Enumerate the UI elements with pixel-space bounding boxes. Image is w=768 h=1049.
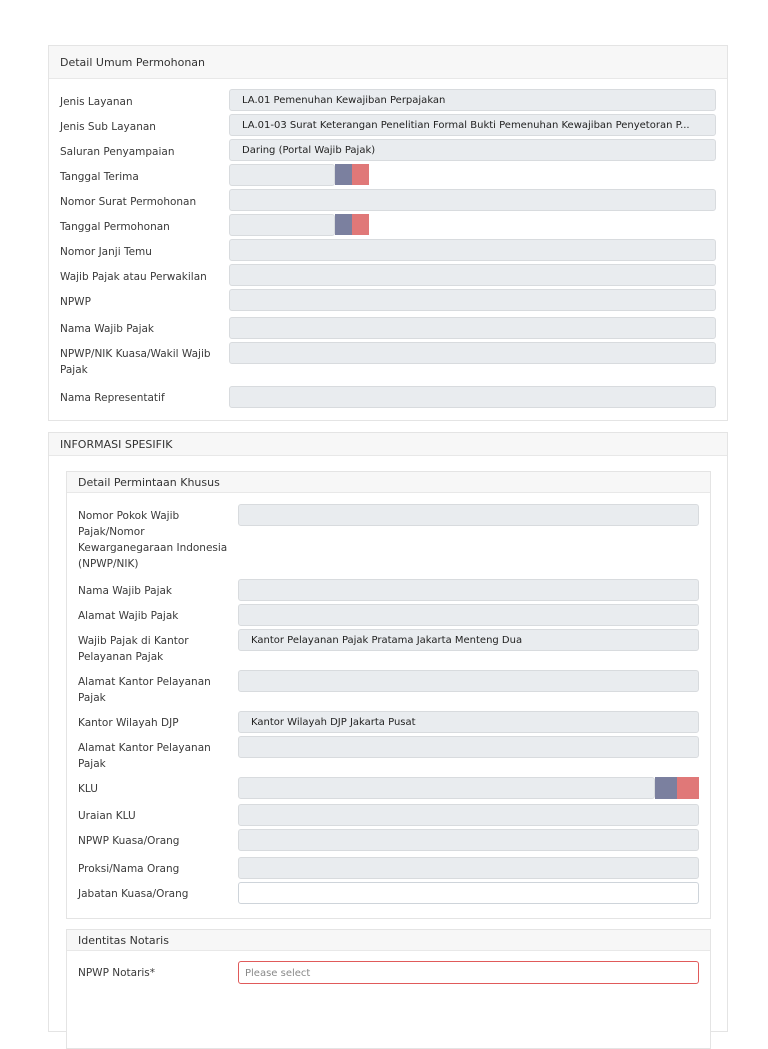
label-npwp-nik: Nomor Pokok Wajib Pajak/Nomor Kewarganegaraan Indonesia (NPWP/NIK) (78, 510, 228, 570)
panel-title: INFORMASI SPESIFIK (60, 438, 173, 451)
nomor-janji-temu-field[interactable] (229, 239, 716, 261)
label-tanggal-permohonan: Tanggal Permohonan (60, 221, 170, 233)
label-uraian-klu: Uraian KLU (78, 810, 136, 822)
card-header (67, 472, 710, 493)
label-jabatan-kuasa-orang: Jabatan Kuasa/Orang (78, 888, 189, 900)
calendar-button[interactable] (335, 164, 352, 185)
panel-title: Detail Umum Permohonan (60, 56, 206, 69)
calendar-button[interactable] (335, 214, 352, 235)
jabatan-kuasa-orang-input[interactable] (238, 882, 699, 904)
nama-wajib-pajak-field[interactable] (229, 317, 716, 339)
alamat-kpp-field[interactable] (238, 670, 699, 692)
nama-representatif-field[interactable] (229, 386, 716, 408)
proksi-nama-orang-field[interactable] (238, 857, 699, 879)
npwp-kuasa-orang-field[interactable] (238, 829, 699, 851)
nomor-surat-permohonan-field[interactable] (229, 189, 716, 211)
npwp-field[interactable] (229, 289, 716, 311)
label-proksi-nama-orang: Proksi/Nama Orang (78, 863, 180, 875)
label-npwp-notaris: NPWP Notaris* (78, 967, 156, 979)
label-jenis-sub-layanan: Jenis Sub Layanan (60, 121, 156, 133)
npwp-nik-kuasa-field[interactable] (229, 342, 716, 364)
label-alamat-kpp: Alamat Kantor Pelayanan Pajak (78, 676, 211, 704)
alamat-kpp-field-2[interactable] (238, 736, 699, 758)
wajib-pajak-kpp-field[interactable]: Kantor Pelayanan Pajak Pratama Jakarta Menteng Dua (238, 629, 699, 651)
nama-wajib-pajak-field-2[interactable] (238, 579, 699, 601)
label-saluran-penyampaian: Saluran Penyampaian (60, 146, 175, 158)
label-nomor-janji-temu: Nomor Janji Temu (60, 246, 152, 258)
tanggal-permohonan-field[interactable] (229, 214, 335, 236)
search-klu-button[interactable] (655, 777, 677, 799)
clear-date-button[interactable] (352, 214, 369, 235)
wajib-pajak-perwakilan-field[interactable] (229, 264, 716, 286)
tanggal-terima-field[interactable] (229, 164, 335, 186)
label-nomor-surat-permohonan: Nomor Surat Permohonan (60, 196, 197, 208)
label-nama-representatif: Nama Representatif (60, 392, 165, 404)
label-nama-wajib-pajak: Nama Wajib Pajak (60, 323, 154, 335)
klu-field[interactable] (238, 777, 655, 799)
label-wajib-pajak-perwakilan: Wajib Pajak atau Perwakilan (60, 271, 207, 283)
card-header (67, 930, 710, 951)
alamat-wajib-pajak-field[interactable] (238, 604, 699, 626)
label-npwp-kuasa-orang: NPWP Kuasa/Orang (78, 835, 180, 847)
identitas-notaris-card (66, 929, 711, 1049)
panel-header (49, 46, 727, 79)
saluran-penyampaian-field[interactable]: Daring (Portal Wajib Pajak) (229, 139, 716, 161)
label-npwp-nik-kuasa: NPWP/NIK Kuasa/Wakil Wajib Pajak (60, 348, 211, 376)
clear-klu-button[interactable] (677, 777, 699, 799)
card-title: Detail Permintaan Khusus (78, 476, 220, 489)
clear-date-button[interactable] (352, 164, 369, 185)
label-wajib-pajak-kpp: Wajib Pajak di Kantor Pelayanan Pajak (78, 635, 189, 663)
card-title: Identitas Notaris (78, 934, 169, 947)
label-jenis-layanan: Jenis Layanan (60, 96, 133, 108)
panel-header (49, 433, 727, 456)
label-alamat-wajib-pajak: Alamat Wajib Pajak (78, 610, 179, 622)
kanwil-djp-field[interactable]: Kantor Wilayah DJP Jakarta Pusat (238, 711, 699, 733)
label-npwp: NPWP (60, 296, 91, 308)
jenis-layanan-field[interactable]: LA.01 Pemenuhan Kewajiban Perpajakan (229, 89, 716, 111)
npwp-notaris-select[interactable]: Please select (238, 961, 699, 984)
label-alamat-kpp-2: Alamat Kantor Pelayanan Pajak (78, 742, 211, 770)
label-klu: KLU (78, 783, 98, 795)
label-nama-wajib-pajak-2: Nama Wajib Pajak (78, 585, 172, 597)
label-tanggal-terima: Tanggal Terima (60, 171, 139, 183)
npwp-nik-field[interactable] (238, 504, 699, 526)
label-kanwil-djp: Kantor Wilayah DJP (78, 717, 179, 729)
jenis-sub-layanan-field[interactable]: LA.01-03 Surat Keterangan Penelitian Formal Bukti Pemenuhan Kewajiban Penyetoran P... (229, 114, 716, 136)
uraian-klu-field[interactable] (238, 804, 699, 826)
